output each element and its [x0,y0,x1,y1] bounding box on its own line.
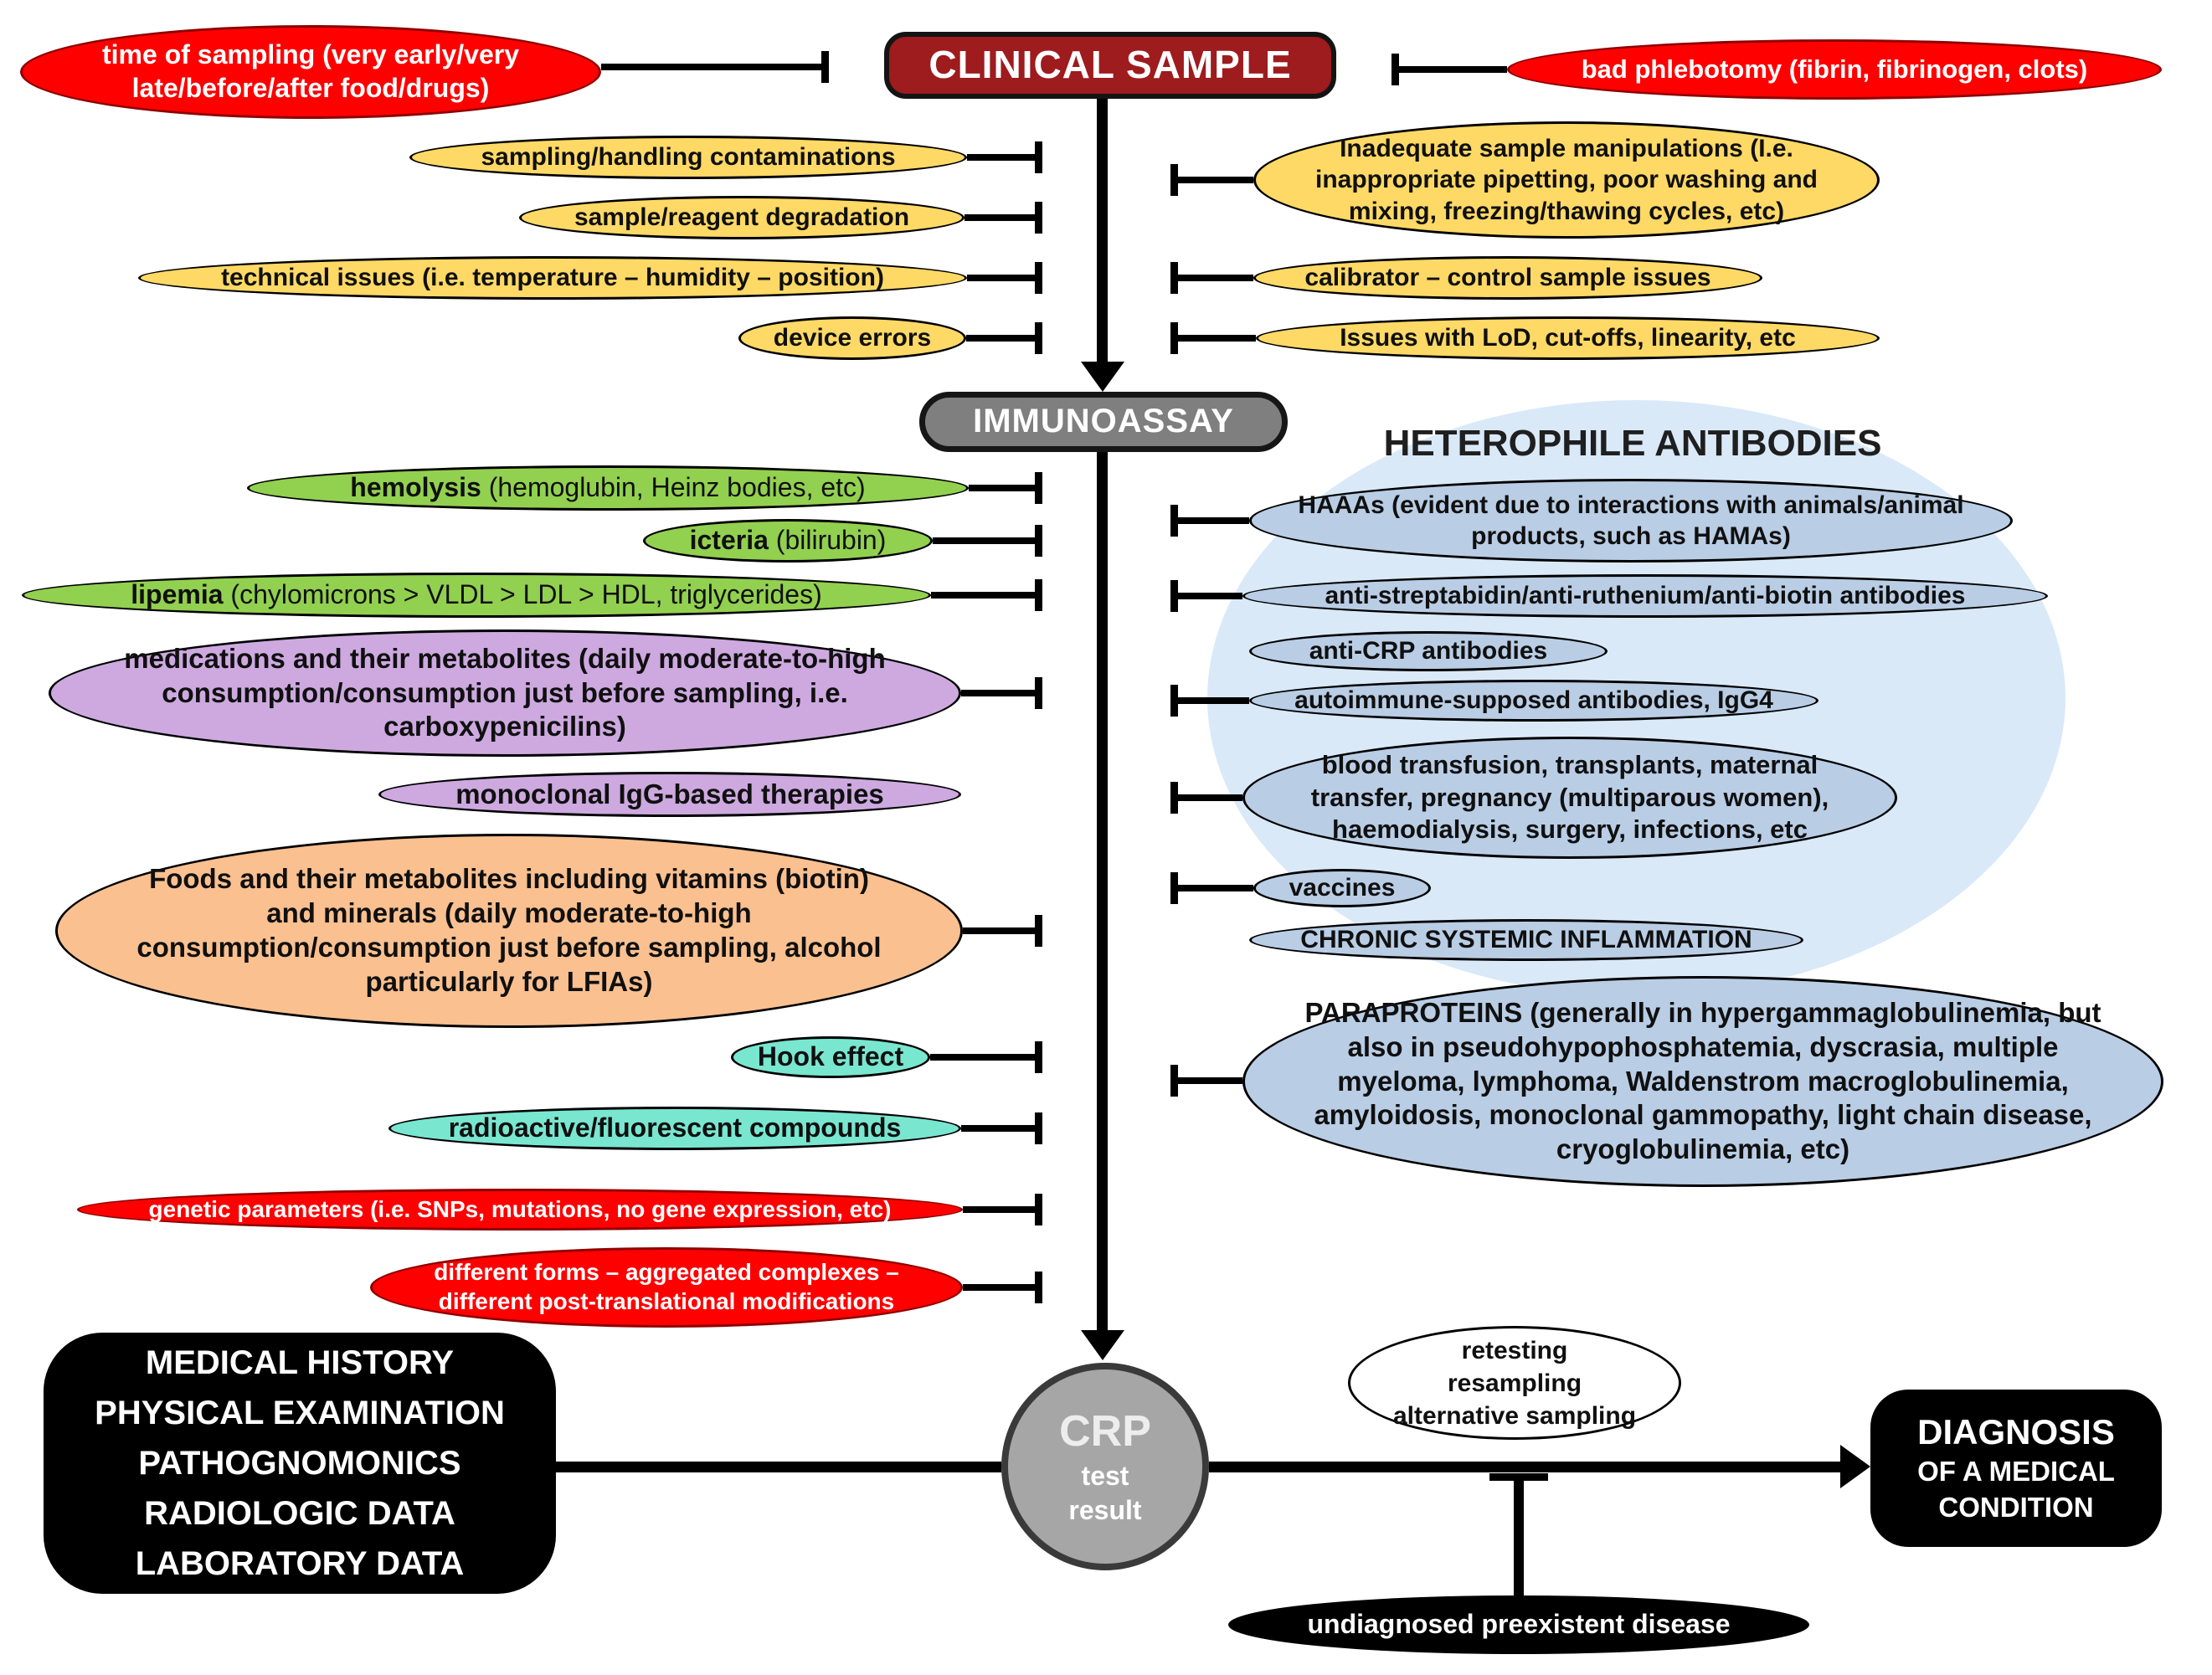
node-anti-streptabidin: anti-streptabidin/anti-ruthenium/anti-biotin antibodies [1242,574,2048,618]
node-calibrator-issues: calibrator – control sample issues [1253,256,1762,300]
tbar-lipemia [931,592,1042,599]
icteria-lead: icteria [689,525,769,556]
node-lipemia [22,573,931,618]
tbar-sample-degradation [965,214,1042,221]
tbar-technical-issues [967,275,1042,281]
node-blood-transfusion: blood transfusion, transplants, maternal transfer, pregnancy (multiparous women), haemodialysis, surgery, infections, etc [1242,737,1897,859]
tbar-time-of-sampling [601,64,829,70]
tbar-genetic-parameters [963,1206,1042,1213]
lipemia-label [131,578,821,612]
arrow-crp-to-diagnosis-head [1840,1445,1870,1488]
tbar-different-forms [963,1284,1042,1291]
node-hook-effect: Hook effect [731,1036,930,1078]
tbar-icteria [933,537,1042,544]
medical-history-line-4: RADIOLOGIC DATA [144,1495,455,1532]
node-time-of-sampling: time of sampling (very early/very late/before/after food/drugs) [20,25,601,119]
tbar-device-errors [966,335,1042,342]
foods-label [125,862,893,999]
node-monoclonal-therapies: monoclonal IgG-based therapies [378,772,961,817]
node-autoimmune-antibodies: autoimmune-supposed antibodies, IgG4 [1249,680,1818,722]
node-radioactive-compounds: radioactive/fluorescent compounds [388,1107,961,1150]
node-sampling-contaminations: sampling/handling contaminations [409,136,967,179]
node-foods [55,834,963,1028]
node-immunoassay: IMMUNOASSAY [919,392,1288,452]
hemolysis-lead: hemolysis [350,472,481,503]
medical-history-line-3: PATHOGNOMONICS [138,1445,461,1482]
tbar-autoimmune-antibodies [1170,697,1249,704]
tbar-blood-transfusion [1170,794,1242,801]
tbar-paraproteins [1170,1077,1242,1084]
tbar-haaas [1170,517,1249,524]
node-diagnosis [1870,1390,2162,1547]
node-bad-phlebotomy: bad phlebotomy (fibrin, fibrinogen, clots) [1507,39,2162,100]
diagnosis-subtitle: OF A MEDICAL CONDITION [1917,1456,2115,1523]
medications-lead: medications and their metabolites [124,642,571,674]
arrow-clinical-to-immunoassay-head [1081,362,1124,392]
medical-history-line-2: PHYSICAL EXAMINATION [95,1395,505,1431]
tbar-anti-streptabidin [1170,593,1242,599]
line-history-to-crp [556,1462,1001,1472]
foods-lead: Foods and their metabolites including vitamins (biotin) and minerals [149,863,869,929]
node-sample-degradation: sample/reagent degradation [519,196,965,239]
node-chronic-inflammation: CHRONIC SYSTEMIC INFLAMMATION [1249,919,1803,961]
node-lod-issues: Issues with LoD, cut-offs, linearity, etc [1256,316,1880,360]
node-genetic-parameters: genetic parameters (i.e. SNPs, mutations, no gene expression, etc) [77,1189,963,1231]
node-hemolysis [247,465,969,511]
tbar-bad-phlebotomy [1392,66,1507,73]
tbar-vaccines [1170,885,1253,891]
diagnosis-title: DIAGNOSIS [1917,1412,2115,1452]
node-haaas: HAAAs (evident due to interactions with animals/animal products, such as HAMAs) [1249,479,2013,563]
tbar-lod-issues [1170,335,1256,342]
medications-label [118,642,892,745]
heterophile-antibodies-title: HETEROPHILE ANTIBODIES [1383,423,1882,464]
lipemia-lead: lipemia [131,579,224,610]
tbar-calibrator-issues [1170,275,1253,281]
tbar-sampling-contaminations [967,154,1042,161]
crp-subtitle: test result [1068,1460,1142,1526]
node-anti-crp-antibodies: anti-CRP antibodies [1249,631,1608,671]
medical-history-line-1: MEDICAL HISTORY [145,1344,455,1381]
hemolysis-rest: (hemoglubin, Heinz bodies, etc) [481,472,866,503]
hemolysis-label [350,471,865,505]
tbar-undiagnosed-line [1514,1473,1524,1595]
crp-title: CRP [1059,1407,1151,1457]
node-clinical-sample: CLINICAL SAMPLE [884,32,1336,99]
node-icteria [643,519,933,563]
node-device-errors: device errors [738,316,966,360]
node-medical-history [44,1333,556,1594]
tbar-hook-effect [930,1054,1042,1061]
retesting-line-3: alternative sampling [1392,1401,1637,1430]
icteria-rest: (bilirubin) [768,525,887,556]
medications-rest: (daily moderate-to-high consumption/consumption just before sampling, i.e. carboxypenicilins) [162,642,886,742]
tbar-radioactive-compounds [961,1125,1042,1132]
node-medications [49,629,961,757]
foods-rest: (daily moderate-to-high consumption/consumption just before sampling, alcohol particularly for LFIAs) [136,897,882,997]
node-undiagnosed-disease: undiagnosed preexistent disease [1228,1595,1809,1654]
retesting-line-2: resampling [1447,1369,1582,1397]
tbar-medications [961,690,1042,696]
icteria-label [690,524,887,557]
node-crp-result [1001,1363,1209,1570]
paraproteins-label [1295,996,2111,1168]
arrow-crp-to-diagnosis-line [1209,1462,1840,1472]
node-vaccines: vaccines [1253,869,1431,907]
tbar-hemolysis [969,485,1042,491]
node-different-forms: different forms – aggregated complexes – different post-translational modifications [370,1247,963,1328]
paraproteins-rest: (generally in hypergammaglobulinemia, but also in pseudohypophosphatemia, dyscrasia, multiple myeloma, lymphoma, Waldenstrom macroglobulinemia, amyloidosis, monoclonal gammopathy, light chain disease, cryoglobulinemia, etc) [1314,996,2101,1165]
arrow-immunoassay-to-crp-head [1081,1330,1124,1360]
node-inadequate-manipulations: Inadequate sample manipulations (I.e. inappropriate pipetting, poor washing and mixing, freezing/thawing cycles, etc) [1253,121,1880,239]
lipemia-rest: (chylomicrons > VLDL > LDL > HDL, triglycerides) [223,579,822,610]
arrow-immunoassay-to-crp-line [1097,452,1108,1331]
retesting-line-1: retesting [1461,1336,1568,1364]
tbar-inadequate-manipulations [1170,177,1253,183]
node-technical-issues: technical issues (i.e. temperature – humidity – position) [138,256,967,300]
arrow-clinical-to-immunoassay-line [1097,99,1108,362]
medical-history-line-5: LABORATORY DATA [135,1545,465,1582]
paraproteins-lead: PARAPROTEINS [1304,996,1523,1028]
tbar-foods [963,927,1042,934]
node-retesting [1348,1326,1681,1440]
node-paraproteins [1242,976,2163,1187]
